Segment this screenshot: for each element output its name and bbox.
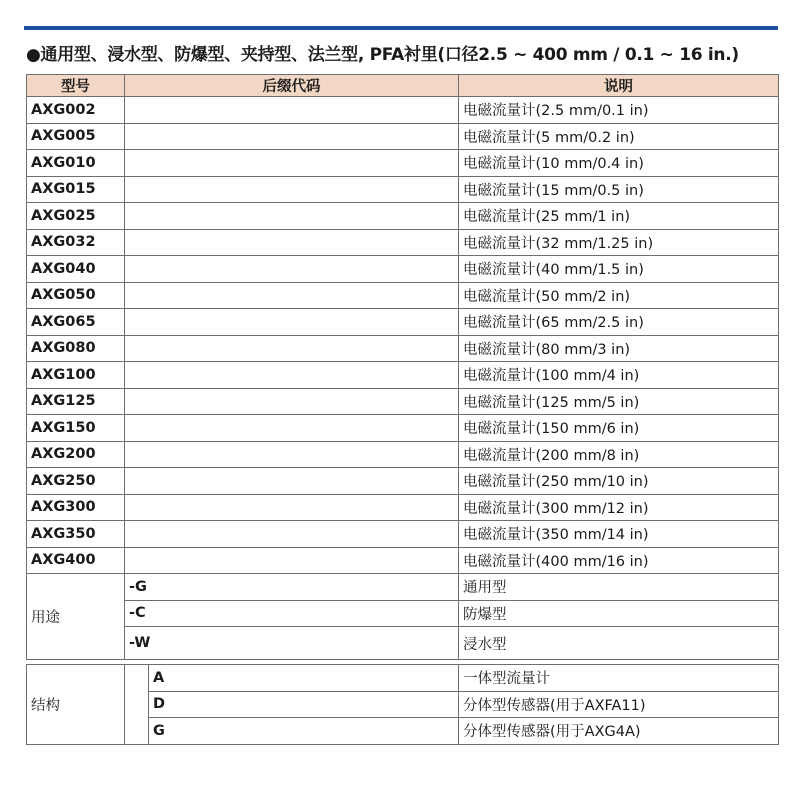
- model-desc-cell: 电磁流量计(350 mm/14 in): [459, 521, 779, 548]
- suffix-cell: [125, 415, 459, 442]
- usage-desc-cell: 通用型: [459, 574, 779, 601]
- model-desc-cell: 电磁流量计(150 mm/6 in): [459, 415, 779, 442]
- model-code-cell: AXG080: [27, 335, 125, 362]
- structure-label-cell: 结构: [27, 665, 125, 745]
- model-desc-cell: 电磁流量计(40 mm/1.5 in): [459, 256, 779, 283]
- model-code-cell: AXG200: [27, 441, 125, 468]
- table-header-row: [27, 75, 779, 97]
- suffix-cell: [125, 547, 459, 574]
- table-row: [27, 574, 779, 601]
- table-row: [27, 176, 779, 203]
- usage-desc-cell: 防爆型: [459, 600, 779, 627]
- model-code-cell: AXG002: [27, 97, 125, 124]
- model-desc-cell: 电磁流量计(125 mm/5 in): [459, 388, 779, 415]
- model-desc-cell: 电磁流量计(300 mm/12 in): [459, 494, 779, 521]
- model-code-cell: AXG032: [27, 229, 125, 256]
- model-code-cell: AXG010: [27, 150, 125, 177]
- suffix-cell: [125, 97, 459, 124]
- table-row: [27, 309, 779, 336]
- model-code-cell: AXG150: [27, 415, 125, 442]
- structure-desc-cell: 分体型传感器(用于AXFA11): [459, 691, 779, 718]
- structure-indent-cell: [125, 665, 149, 745]
- suffix-cell: [125, 176, 459, 203]
- model-code-cell: AXG040: [27, 256, 125, 283]
- table-row: [27, 627, 779, 660]
- table-row: [27, 665, 779, 692]
- model-desc-cell: 电磁流量计(250 mm/10 in): [459, 468, 779, 495]
- suffix-cell: [125, 362, 459, 389]
- model-code-cell: AXG050: [27, 282, 125, 309]
- suffix-cell: [125, 150, 459, 177]
- suffix-cell: [125, 441, 459, 468]
- model-code-cell: AXG015: [27, 176, 125, 203]
- model-desc-cell: 电磁流量计(25 mm/1 in): [459, 203, 779, 230]
- structure-desc-cell: 一体型流量计: [459, 665, 779, 692]
- table-row: [27, 256, 779, 283]
- table-row: [27, 229, 779, 256]
- suffix-cell: [125, 309, 459, 336]
- model-desc-cell: 电磁流量计(32 mm/1.25 in): [459, 229, 779, 256]
- model-desc-cell: 电磁流量计(65 mm/2.5 in): [459, 309, 779, 336]
- suffix-cell: [125, 203, 459, 230]
- structure-code-cell: A: [149, 665, 459, 692]
- header-model: 型号: [27, 75, 125, 97]
- usage-code-cell: -G: [125, 574, 459, 601]
- table-row: [27, 362, 779, 389]
- model-desc-cell: 电磁流量计(100 mm/4 in): [459, 362, 779, 389]
- model-code-cell: AXG065: [27, 309, 125, 336]
- table-row: [27, 123, 779, 150]
- model-desc-cell: 电磁流量计(50 mm/2 in): [459, 282, 779, 309]
- structure-desc-cell: 分体型传感器(用于AXG4A): [459, 718, 779, 745]
- table-row: [27, 97, 779, 124]
- model-code-cell: AXG400: [27, 547, 125, 574]
- top-accent-bar: [24, 26, 778, 30]
- model-code-cell: AXG250: [27, 468, 125, 495]
- header-desc: 说明: [459, 75, 779, 97]
- table-row: [27, 388, 779, 415]
- model-code-cell: AXG350: [27, 521, 125, 548]
- usage-label-cell: 用途: [27, 574, 125, 660]
- suffix-cell: [125, 335, 459, 362]
- model-code-cell: AXG025: [27, 203, 125, 230]
- structure-code-cell: D: [149, 691, 459, 718]
- header-suffix: 后缀代码: [125, 75, 459, 97]
- model-desc-cell: 电磁流量计(5 mm/0.2 in): [459, 123, 779, 150]
- table-row: [27, 521, 779, 548]
- suffix-cell: [125, 494, 459, 521]
- table-row: [27, 150, 779, 177]
- model-code-cell: AXG300: [27, 494, 125, 521]
- table-row: [27, 494, 779, 521]
- model-code-table: [26, 74, 779, 745]
- usage-desc-cell: 浸水型: [459, 627, 779, 660]
- suffix-cell: [125, 468, 459, 495]
- model-desc-cell: 电磁流量计(10 mm/0.4 in): [459, 150, 779, 177]
- model-code-cell: AXG100: [27, 362, 125, 389]
- suffix-cell: [125, 123, 459, 150]
- model-code-cell: AXG125: [27, 388, 125, 415]
- model-desc-cell: 电磁流量计(400 mm/16 in): [459, 547, 779, 574]
- table-row: [27, 441, 779, 468]
- suffix-cell: [125, 521, 459, 548]
- model-desc-cell: 电磁流量计(200 mm/8 in): [459, 441, 779, 468]
- table-row: [27, 203, 779, 230]
- model-desc-cell: 电磁流量计(15 mm/0.5 in): [459, 176, 779, 203]
- model-code-cell: AXG005: [27, 123, 125, 150]
- table-row: [27, 282, 779, 309]
- structure-code-cell: G: [149, 718, 459, 745]
- table-row: [27, 547, 779, 574]
- table-row: [27, 335, 779, 362]
- suffix-cell: [125, 282, 459, 309]
- table-body: [27, 97, 779, 745]
- table-row: [27, 600, 779, 627]
- usage-code-cell: -W: [125, 627, 459, 660]
- table-row: [27, 415, 779, 442]
- suffix-cell: [125, 388, 459, 415]
- suffix-cell: [125, 229, 459, 256]
- page-title: ●通用型、浸水型、防爆型、夹持型、法兰型, PFA衬里(口径2.5 ~ 400 mm / 0.1 ~ 16 in.): [26, 45, 739, 65]
- suffix-cell: [125, 256, 459, 283]
- model-desc-cell: 电磁流量计(80 mm/3 in): [459, 335, 779, 362]
- model-desc-cell: 电磁流量计(2.5 mm/0.1 in): [459, 97, 779, 124]
- table-row: [27, 468, 779, 495]
- usage-code-cell: -C: [125, 600, 459, 627]
